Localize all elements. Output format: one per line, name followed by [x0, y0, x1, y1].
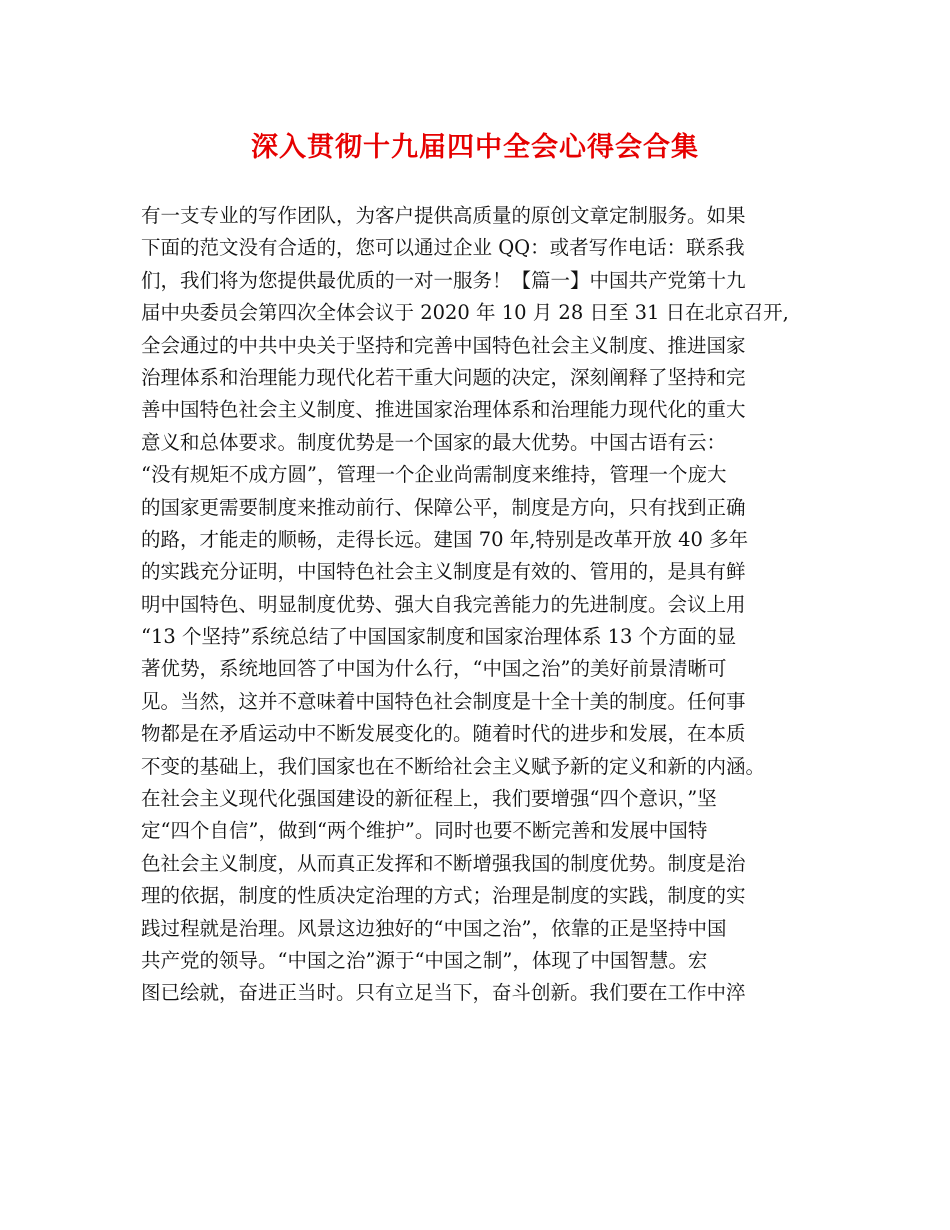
body-line: 定“四个自信”，做到“两个维护”。同时也要不断完善和发展中国特 — [141, 819, 708, 843]
body-line: 明中国特色、明显制度优势、强大自我完善能力的先进制度。会议上用 — [141, 592, 746, 616]
body-line: 届中央委员会第四次全体会议于 2020 年 10 月 28 日至 31 日在北京召开, — [141, 301, 789, 325]
body-line: 有一支专业的写作团队，为客户提供高质量的原创文章定制服务。如果 — [141, 204, 746, 227]
body-line: 见。当然，这并不意味着中国特色社会制度是十全十美的制度。任何事 — [141, 689, 746, 713]
body-line: 下面的范文没有合适的，您可以通过企业 QQ：或者写作电话：联系我 — [141, 236, 745, 260]
body-line: 的实践充分证明，中国特色社会主义制度是有效的、管用的，是具有鲜 — [141, 560, 746, 584]
body-line: 的路，才能走的顺畅，走得长远。建国 70 年,特别是改革开放 40 多年 — [141, 527, 749, 551]
body-line: 治理体系和治理能力现代化若干重大问题的决定，深刻阐释了坚持和完 — [141, 365, 746, 389]
body-line: 践过程就是治理。风景这边独好的“中国之治”，依靠的正是坚持中国 — [141, 916, 727, 940]
body-line: 善中国特色社会主义制度、推进国家治理体系和治理能力现代化的重大 — [141, 398, 746, 422]
body-line: 们，我们将为您提供最优质的一对一服务！【篇一】中国共产党第十九 — [141, 268, 746, 292]
body-line: 共产党的领导。“中国之治”源于“中国之制”，体现了中国智慧。宏 — [141, 948, 708, 972]
body-line: 著优势，系统地回答了中国为什么行，“中国之治”的美好前景清晰可 — [141, 657, 727, 681]
body-line: 图已绘就，奋进正当时。只有立足当下，奋斗创新。我们要在工作中淬 — [141, 981, 746, 1005]
body-line: “没有规矩不成方圆”，管理一个企业尚需制度来维持，管理一个庞大 — [141, 463, 727, 487]
body-line: 物都是在矛盾运动中不断发展变化的。随着时代的进步和发展，在本质 — [141, 722, 746, 746]
body-line: “13 个坚持”系统总结了中国国家制度和国家治理体系 13 个方面的显 — [141, 625, 737, 649]
body-line: 色社会主义制度，从而真正发挥和不断增强我国的制度优势。制度是治 — [141, 851, 746, 875]
document-body — [141, 200, 821, 1010]
body-line: 不变的基础上，我们国家也在不断给社会主义赋予新的定义和新的内涵。 — [141, 754, 766, 778]
body-line: 全会通过的中共中央关于坚持和完善中国特色社会主义制度、推进国家 — [141, 333, 746, 357]
body-line: 在社会主义现代化强国建设的新征程上，我们要增强“四个意识，”坚 — [141, 787, 717, 811]
document-title: 深入贯彻十九届四中全会心得会合集 — [251, 132, 699, 163]
body-line: 的国家更需要制度来推动前行、保障公平，制度是方向，只有找到正确 — [141, 495, 746, 519]
body-line: 理的依据，制度的性质决定治理的方式；治理是制度的实践，制度的实 — [141, 884, 746, 908]
body-line: 意义和总体要求。制度优势是一个国家的最大优势。中国古语有云： — [141, 430, 727, 454]
